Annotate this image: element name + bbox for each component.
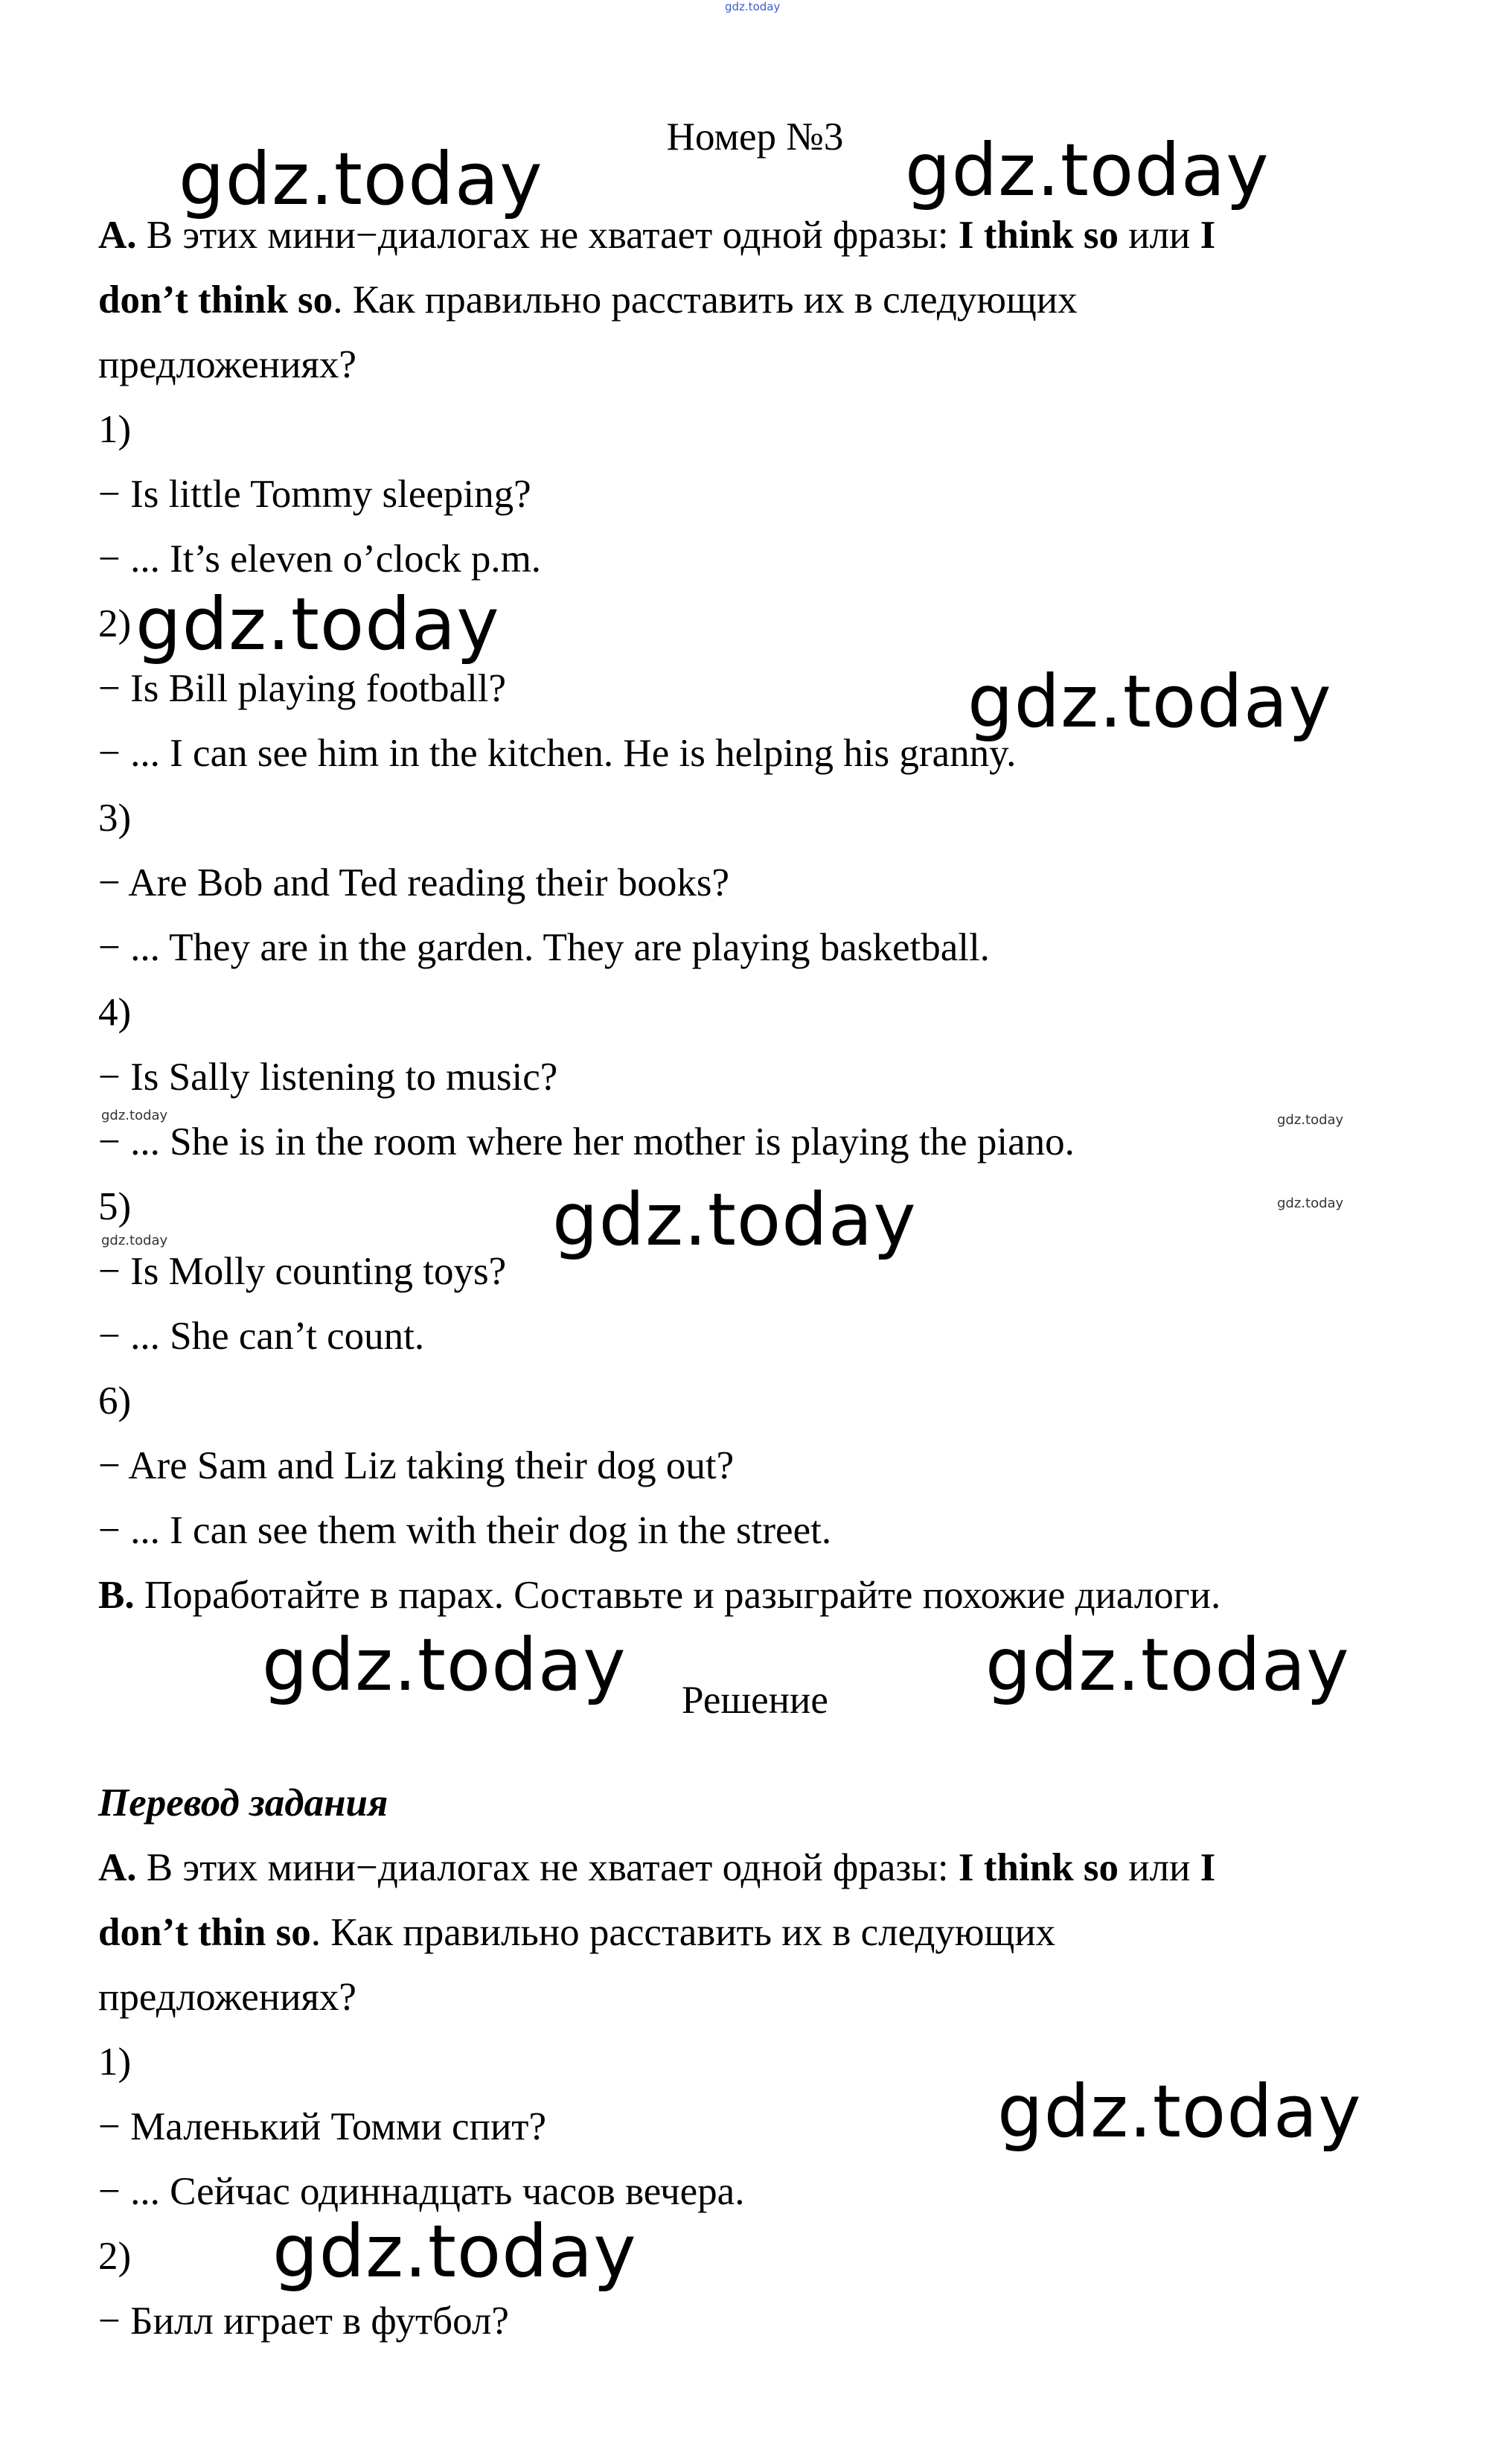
dialogue-5-number: 5): [98, 1185, 132, 1228]
task-title: Номер №3: [666, 115, 844, 159]
dialogue-3-number: 3): [98, 797, 132, 840]
watermark: gdz.today: [135, 582, 500, 666]
solution-part-a-text: В этих мини−диалогах не хватает одной фразы:: [136, 1846, 959, 1889]
dialogue-2-answer: − ... I can see him in the kitchen. He is helping his granny.: [98, 732, 1017, 775]
phrase-i-think-so: I think so: [958, 214, 1119, 257]
watermark: gdz.today: [905, 128, 1270, 212]
part-a-text2: . Как правильно расставить их в следующих: [333, 278, 1078, 322]
task-part-a-line2: [98, 278, 1078, 322]
dialogue-4-number: 4): [98, 991, 132, 1034]
dialogue-5-question: − Is Molly counting toys?: [98, 1250, 507, 1293]
solution-part-a-line2: [98, 1913, 1055, 1953]
solution-phrase-dont-thin-so: don’t thin so: [98, 1911, 311, 1954]
part-a-or: или: [1118, 214, 1200, 257]
watermark-small: gdz.today: [101, 1233, 168, 1248]
task-part-a-line3: предложениях?: [98, 343, 356, 386]
dialogue-2-question: − Is Bill playing football?: [98, 667, 507, 710]
dialogue-6-answer: − ... I can see them with their dog in the street.: [98, 1509, 832, 1552]
dialogue-1-answer: − ... It’s eleven o’clock p.m.: [98, 537, 542, 581]
watermark: gdz.today: [272, 2209, 637, 2294]
solution-part-a-label: A.: [98, 1846, 137, 1889]
dialogue-4-answer: − ... She is in the room where her mother is playing the piano.: [98, 1120, 1075, 1164]
watermark: gdz.today: [262, 1623, 627, 1707]
dialogue-3-answer: − ... They are in the garden. They are playing basketball.: [98, 926, 990, 969]
solution-title: Решение: [682, 1679, 828, 1722]
solution-part-a-or: или: [1118, 1846, 1200, 1889]
phrase-i: I: [1200, 214, 1216, 257]
translation-heading: Перевод задания: [98, 1781, 388, 1825]
task-part-b: [98, 1576, 1221, 1615]
dialogue-6-question: − Are Sam and Liz taking their dog out?: [98, 1444, 735, 1487]
solution-dialogue-1-answer: − ... Сейчас одиннадцать часов вечера.: [98, 2170, 745, 2213]
part-b-label: B.: [98, 1574, 135, 1617]
solution-part-a-line3: предложениях?: [98, 1976, 356, 2019]
dialogue-3-question: − Are Bob and Ted reading their books?: [98, 861, 729, 904]
watermark: gdz.today: [997, 2069, 1362, 2154]
task-part-a-line1: [98, 216, 1215, 255]
solution-phrase-i: I: [1200, 1846, 1216, 1889]
part-a-text: В этих мини−диалогах не хватает одной фразы:: [136, 214, 959, 257]
dialogue-5-answer: − ... She can’t count.: [98, 1315, 425, 1358]
phrase-dont-think-so: don’t think so: [98, 278, 333, 322]
dialogue-2-number: 2): [98, 602, 132, 645]
watermark-small: gdz.today: [101, 1108, 168, 1123]
part-a-label: A.: [98, 214, 137, 257]
solution-part-a-text2: . Как правильно расставить их в следующих: [310, 1911, 1056, 1954]
part-b-text: Поработайте в парах. Составьте и разыграйте похожие диалоги.: [134, 1574, 1221, 1617]
dialogue-1-question: − Is little Tommy sleeping?: [98, 473, 531, 516]
solution-dialogue-2-number: 2): [98, 2235, 132, 2278]
solution-dialogue-1-question: − Маленький Томми спит?: [98, 2105, 546, 2148]
solution-dialogue-2-question: − Билл играет в футбол?: [98, 2299, 509, 2343]
solution-dialogue-1-number: 1): [98, 2040, 132, 2084]
watermark: gdz.today: [179, 137, 543, 221]
watermark: gdz.today: [985, 1623, 1350, 1707]
watermark: gdz.today: [552, 1178, 917, 1262]
dialogue-4-question: − Is Sally listening to music?: [98, 1056, 558, 1099]
solution-phrase-i-think-so: I think so: [958, 1846, 1119, 1889]
solution-part-a-line1: [98, 1848, 1215, 1888]
watermark: gdz.today: [967, 660, 1332, 744]
dialogue-6-number: 6): [98, 1379, 132, 1423]
dialogue-1-number: 1): [98, 408, 132, 451]
watermark-top: gdz.today: [725, 0, 781, 13]
watermark-small: gdz.today: [1277, 1196, 1344, 1211]
watermark-small: gdz.today: [1277, 1112, 1344, 1128]
